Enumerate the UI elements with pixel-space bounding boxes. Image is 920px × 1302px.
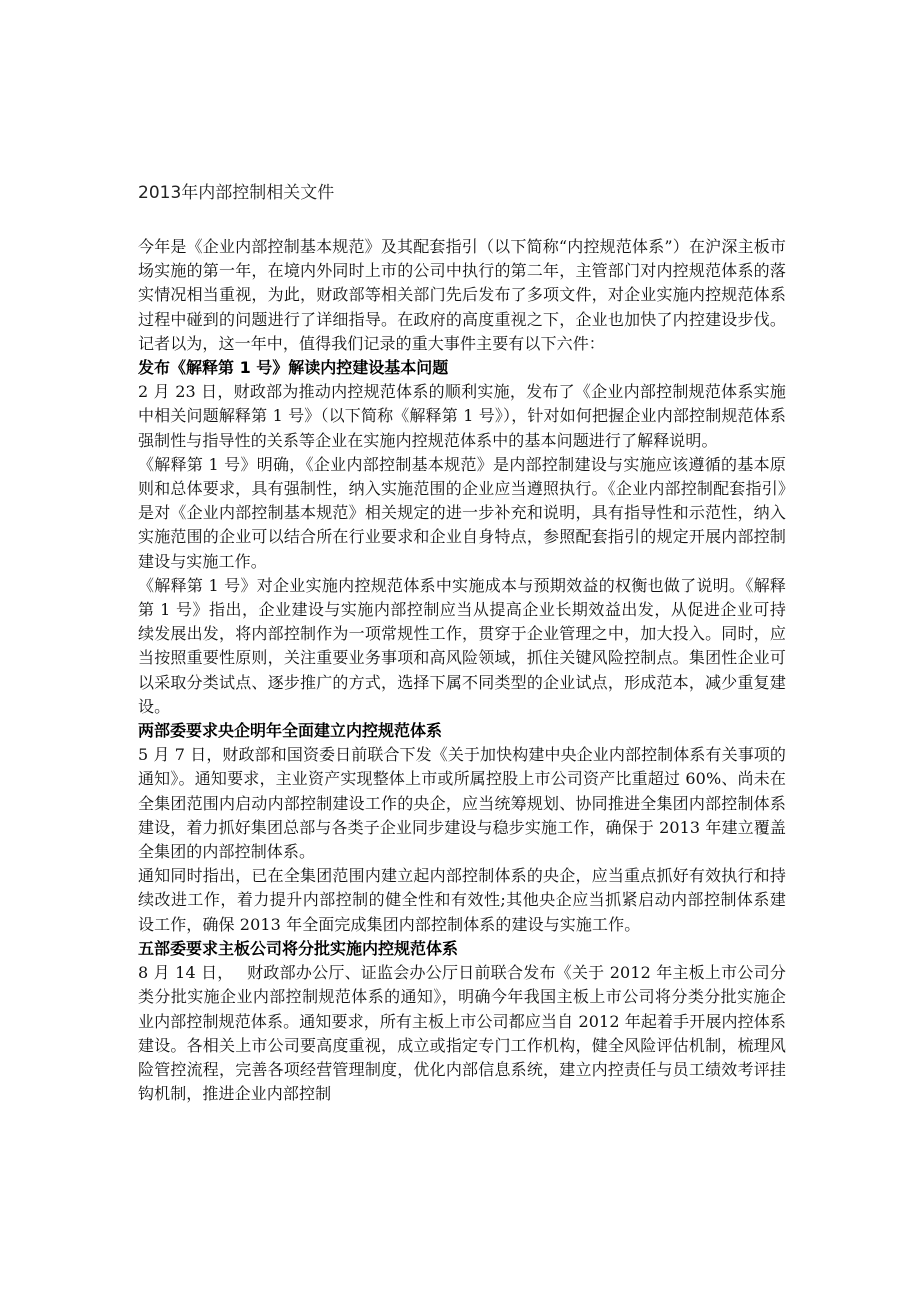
section-paragraph: 2 月 23 日，财政部为推动内控规范体系的顺利实施，发布了《企业内部控制规范体系实施中相关问题解释第 1 号》（以下简称《解释第 1 号》），针对如何把握企业内部控制规范体系强制性与指导性的关系等企业在实施内控规范体系中的基本问题进行了解释说明。 [138,382,786,450]
section-paragraph: 《解释第 1 号》对企业实施内控规范体系中实施成本与预期效益的权衡也做了说明。《解释第 1 号》指出，企业建设与实施内部控制应当从提高企业长期效益出发，从促进企业可持续发展出发，将内部控制作为一项常规性工作，贯穿于企业管理之中，加大投入。同时，应当按照重要性原则，关注重要业务事项和高风险领域，抓住关键风险控制点。集团性企业可以采取分类试点、逐步推广的方式，选择下属不同类型的企业试点，形成范本，减少重复建设。 [138,575,786,716]
section-heading-five-ministries: 五部委要求主板公司将分批实施内控规范体系 [138,938,459,958]
document-body [138,181,786,1106]
section-paragraph: 通知同时指出，已在全集团范围内建立起内部控制体系的央企，应当重点抓好有效执行和持续改进工作，着力提升内部控制的健全性和有效性;其他央企应当抓紧启动内部控制体系建设工作，确保 2013 年全面完成集团内部控制体系的建设与实施工作。 [138,866,786,934]
intro-paragraph: 今年是《企业内部控制基本规范》及其配套指引（以下简称“内控规范体系”）在沪深主板市场实施的第一年，在境内外同时上市的公司中执行的第二年，主管部门对内控规范体系的落实情况相当重视，为此，财政部等相关部门先后发布了多项文件，对企业实施内控规范体系过程中碰到的问题进行了详细指导。在政府的高度重视之下，企业也加快了内控建设步伐。记者以为，这一年中，值得我们记录的重大事件主要有以下六件： [138,237,786,353]
section-paragraph: 8 月 14 日， 财政部办公厅、证监会办公厅日前联合发布《关于 2012 年主板上市公司分类分批实施企业内部控制规范体系的通知》，明确今年我国主板上市公司将分类分批实施企业内部控制规范体系。通知要求，所有主板上市公司都应当自 2012 年起着手开展内控体系建设。各相关上市公司要高度重视，成立或指定专门工作机构，健全风险评估机制，梳理风险管控流程，完善各项经营管理制度，优化内部信息系统，建立内控责任与员工绩效考评挂钩机制，推进企业内部控制 [138,963,786,1104]
section-heading-interpretation-no1: 发布《解释第 1 号》解读内控建设基本问题 [138,358,449,378]
section-paragraph: 5 月 7 日，财政部和国资委日前联合下发《关于加快构建中央企业内部控制体系有关事项的通知》。通知要求，主业资产实现整体上市或所属控股上市公司资产比重超过 60%、尚未在全集团范围内启动内部控制建设工作的央企，应当统筹规划、协同推进全集团内部控制体系建设，着力抓好集团总部与各类子企业同步建设与稳步实施工作，确保于 2013 年建立覆盖全集团的内部控制体系。 [138,745,786,862]
document-title: 2013年内部控制相关文件 [138,183,335,203]
section-paragraph: 《解释第 1 号》明确，《企业内部控制基本规范》是内部控制建设与实施应该遵循的基本原则和总体要求，具有强制性，纳入实施范围的企业应当遵照执行。《企业内部控制配套指引》是对《企业内部控制基本规范》相关规定的进一步补充和说明，具有指导性和示范性，纳入实施范围的企业可以结合所在行业要求和企业自身特点，参照配套指引的规定开展内部控制建设与实施工作。 [138,454,786,571]
section-heading-two-ministries: 两部委要求央企明年全面建立内控规范体系 [138,721,443,741]
title-spacer [138,205,786,235]
